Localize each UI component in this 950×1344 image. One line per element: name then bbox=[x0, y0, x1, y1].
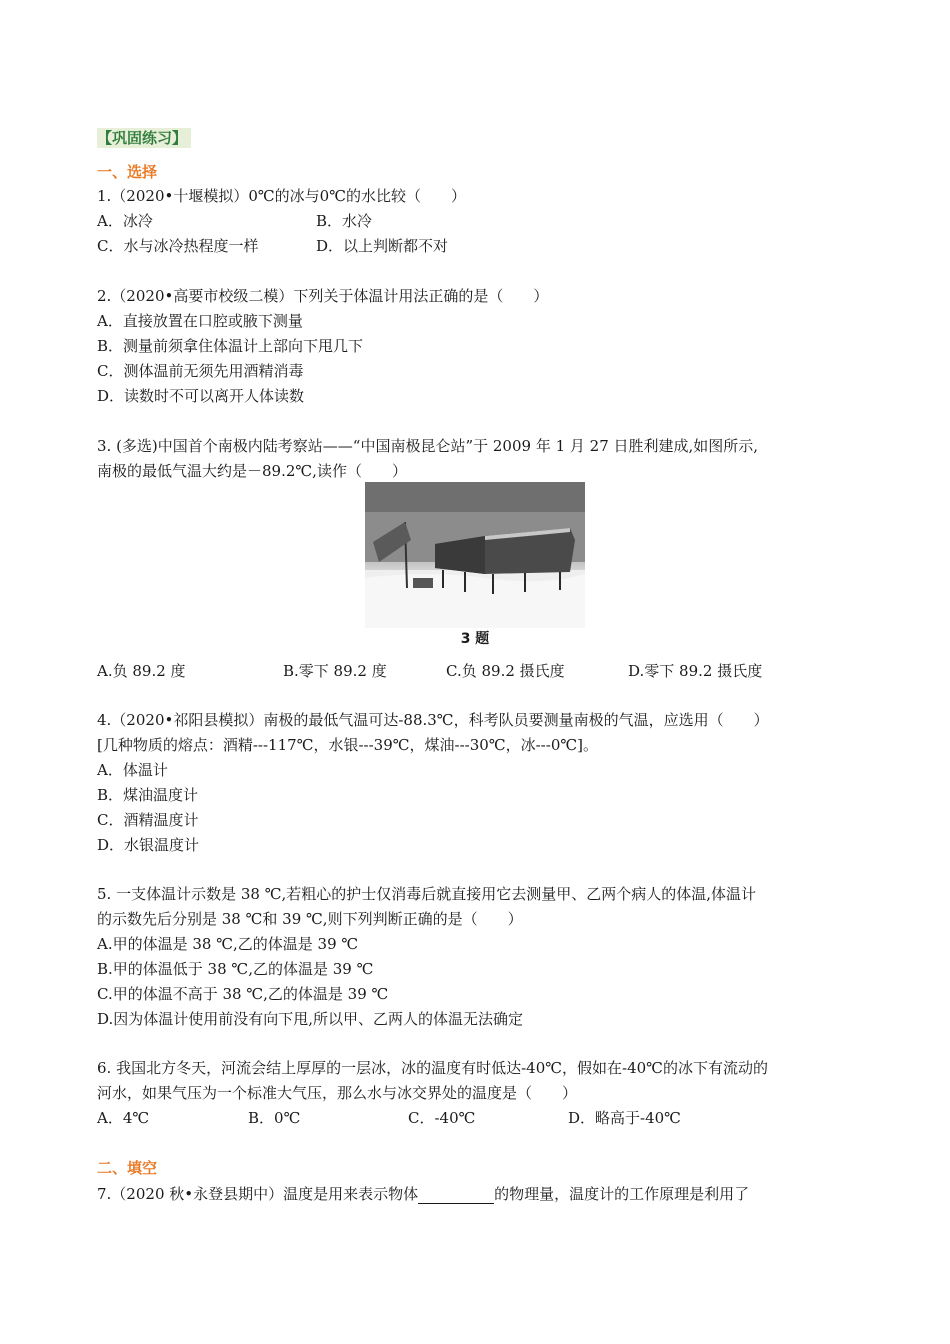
question-4-option-b: B．煤油温度计 bbox=[97, 786, 199, 804]
section-choice-title: 一、选择 bbox=[97, 163, 158, 181]
question-5-option-d: D.因为体温计使用前没有向下甩,所以甲、乙两人的体温无法确定 bbox=[97, 1010, 524, 1028]
question-6-option-d: D．略高于-40℃ bbox=[568, 1109, 681, 1127]
question-2-option-d: D．读数时不可以离开人体读数 bbox=[97, 387, 305, 405]
question-7-stem bbox=[97, 1184, 749, 1204]
question-7-text-after: 的物理量，温度计的工作原理是利用了 bbox=[494, 1185, 750, 1203]
question-7-text-before: 7.（2020 秋•永登县期中）温度是用来表示物体 bbox=[97, 1185, 419, 1203]
question-6-option-b: B．0℃ bbox=[248, 1109, 301, 1127]
question-1-option-b: B．水冷 bbox=[316, 212, 373, 230]
question-5-option-a: A.甲的体温是 38 ℃,乙的体温是 39 ℃ bbox=[97, 935, 359, 953]
question-2-option-b: B．测量前须拿住体温计上部向下甩几下 bbox=[97, 337, 364, 355]
question-3-stem-line-2: 南极的最低气温大约是－89.2℃,读作（ ） bbox=[97, 462, 407, 480]
question-3-option-b: B.零下 89.2 度 bbox=[283, 662, 387, 680]
question-1-option-d: D．以上判断都不对 bbox=[316, 237, 449, 255]
question-3-option-a: A.负 89.2 度 bbox=[97, 662, 186, 680]
question-7-blank[interactable] bbox=[418, 1187, 494, 1204]
question-5-stem-line-1: 5. 一支体温计示数是 38 ℃,若粗心的护士仅消毒后就直接用它去测量甲、乙两个病人的体温,体温计 bbox=[97, 885, 757, 903]
question-4-stem-line-2: [几种物质的熔点：酒精---117℃，水银---39℃，煤油---30℃，冰---0℃]。 bbox=[97, 736, 598, 754]
question-3-option-d: D.零下 89.2 摄氏度 bbox=[628, 662, 763, 680]
question-1-option-c: C．水与冰冷热程度一样 bbox=[97, 237, 259, 255]
question-2-stem: 2.（2020•高要市校级二模）下列关于体温计用法正确的是（ ） bbox=[97, 287, 549, 305]
question-2-option-a: A．直接放置在口腔或腋下测量 bbox=[97, 312, 303, 330]
question-6-stem-line-2: 河水，如果气压为一个标准大气压，那么水与冰交界处的温度是（ ） bbox=[97, 1084, 578, 1102]
station-illustration bbox=[365, 482, 585, 628]
question-2-option-c: C．测体温前无须先用酒精消毒 bbox=[97, 362, 304, 380]
section-fill-title: 二、填空 bbox=[97, 1159, 158, 1177]
question-6-stem-line-1: 6. 我国北方冬天，河流会结上厚厚的一层冰，冰的温度有时低达-40℃，假如在-40℃的冰下有流动的 bbox=[97, 1059, 768, 1077]
question-5-stem-line-2: 的示数先后分别是 38 ℃和 39 ℃,则下列判断正确的是（ ） bbox=[97, 910, 523, 928]
question-4-option-a: A．体温计 bbox=[97, 761, 168, 779]
question-6-option-a: A．4℃ bbox=[97, 1109, 150, 1127]
figure-caption: 3 题 bbox=[460, 631, 490, 647]
question-4-option-d: D．水银温度计 bbox=[97, 836, 200, 854]
practice-heading: 【巩固练习】 bbox=[97, 128, 191, 148]
question-6-option-c: C．-40℃ bbox=[408, 1109, 476, 1127]
question-3-stem-line-1: 3. (多选)中国首个南极内陆考察站——“中国南极昆仑站”于 2009 年 1 月 27 日胜利建成,如图所示, bbox=[97, 437, 759, 455]
question-4-option-c: C．酒精温度计 bbox=[97, 811, 199, 829]
question-5-option-b: B.甲的体温低于 38 ℃,乙的体温是 39 ℃ bbox=[97, 960, 374, 978]
question-3-option-c: C.负 89.2 摄氏度 bbox=[446, 662, 565, 680]
question-4-stem-line-1: 4.（2020•祁阳县模拟）南极的最低气温可达-88.3℃，科考队员要测量南极的气温，应选用（ ） bbox=[97, 711, 769, 729]
question-1-stem: 1.（2020•十堰模拟）0℃的冰与0℃的水比较（ ） bbox=[97, 187, 466, 205]
question-5-option-c: C.甲的体温不高于 38 ℃,乙的体温是 39 ℃ bbox=[97, 985, 389, 1003]
kunlun-station-photo bbox=[365, 482, 585, 628]
question-1-option-a: A．冰冷 bbox=[97, 212, 153, 230]
